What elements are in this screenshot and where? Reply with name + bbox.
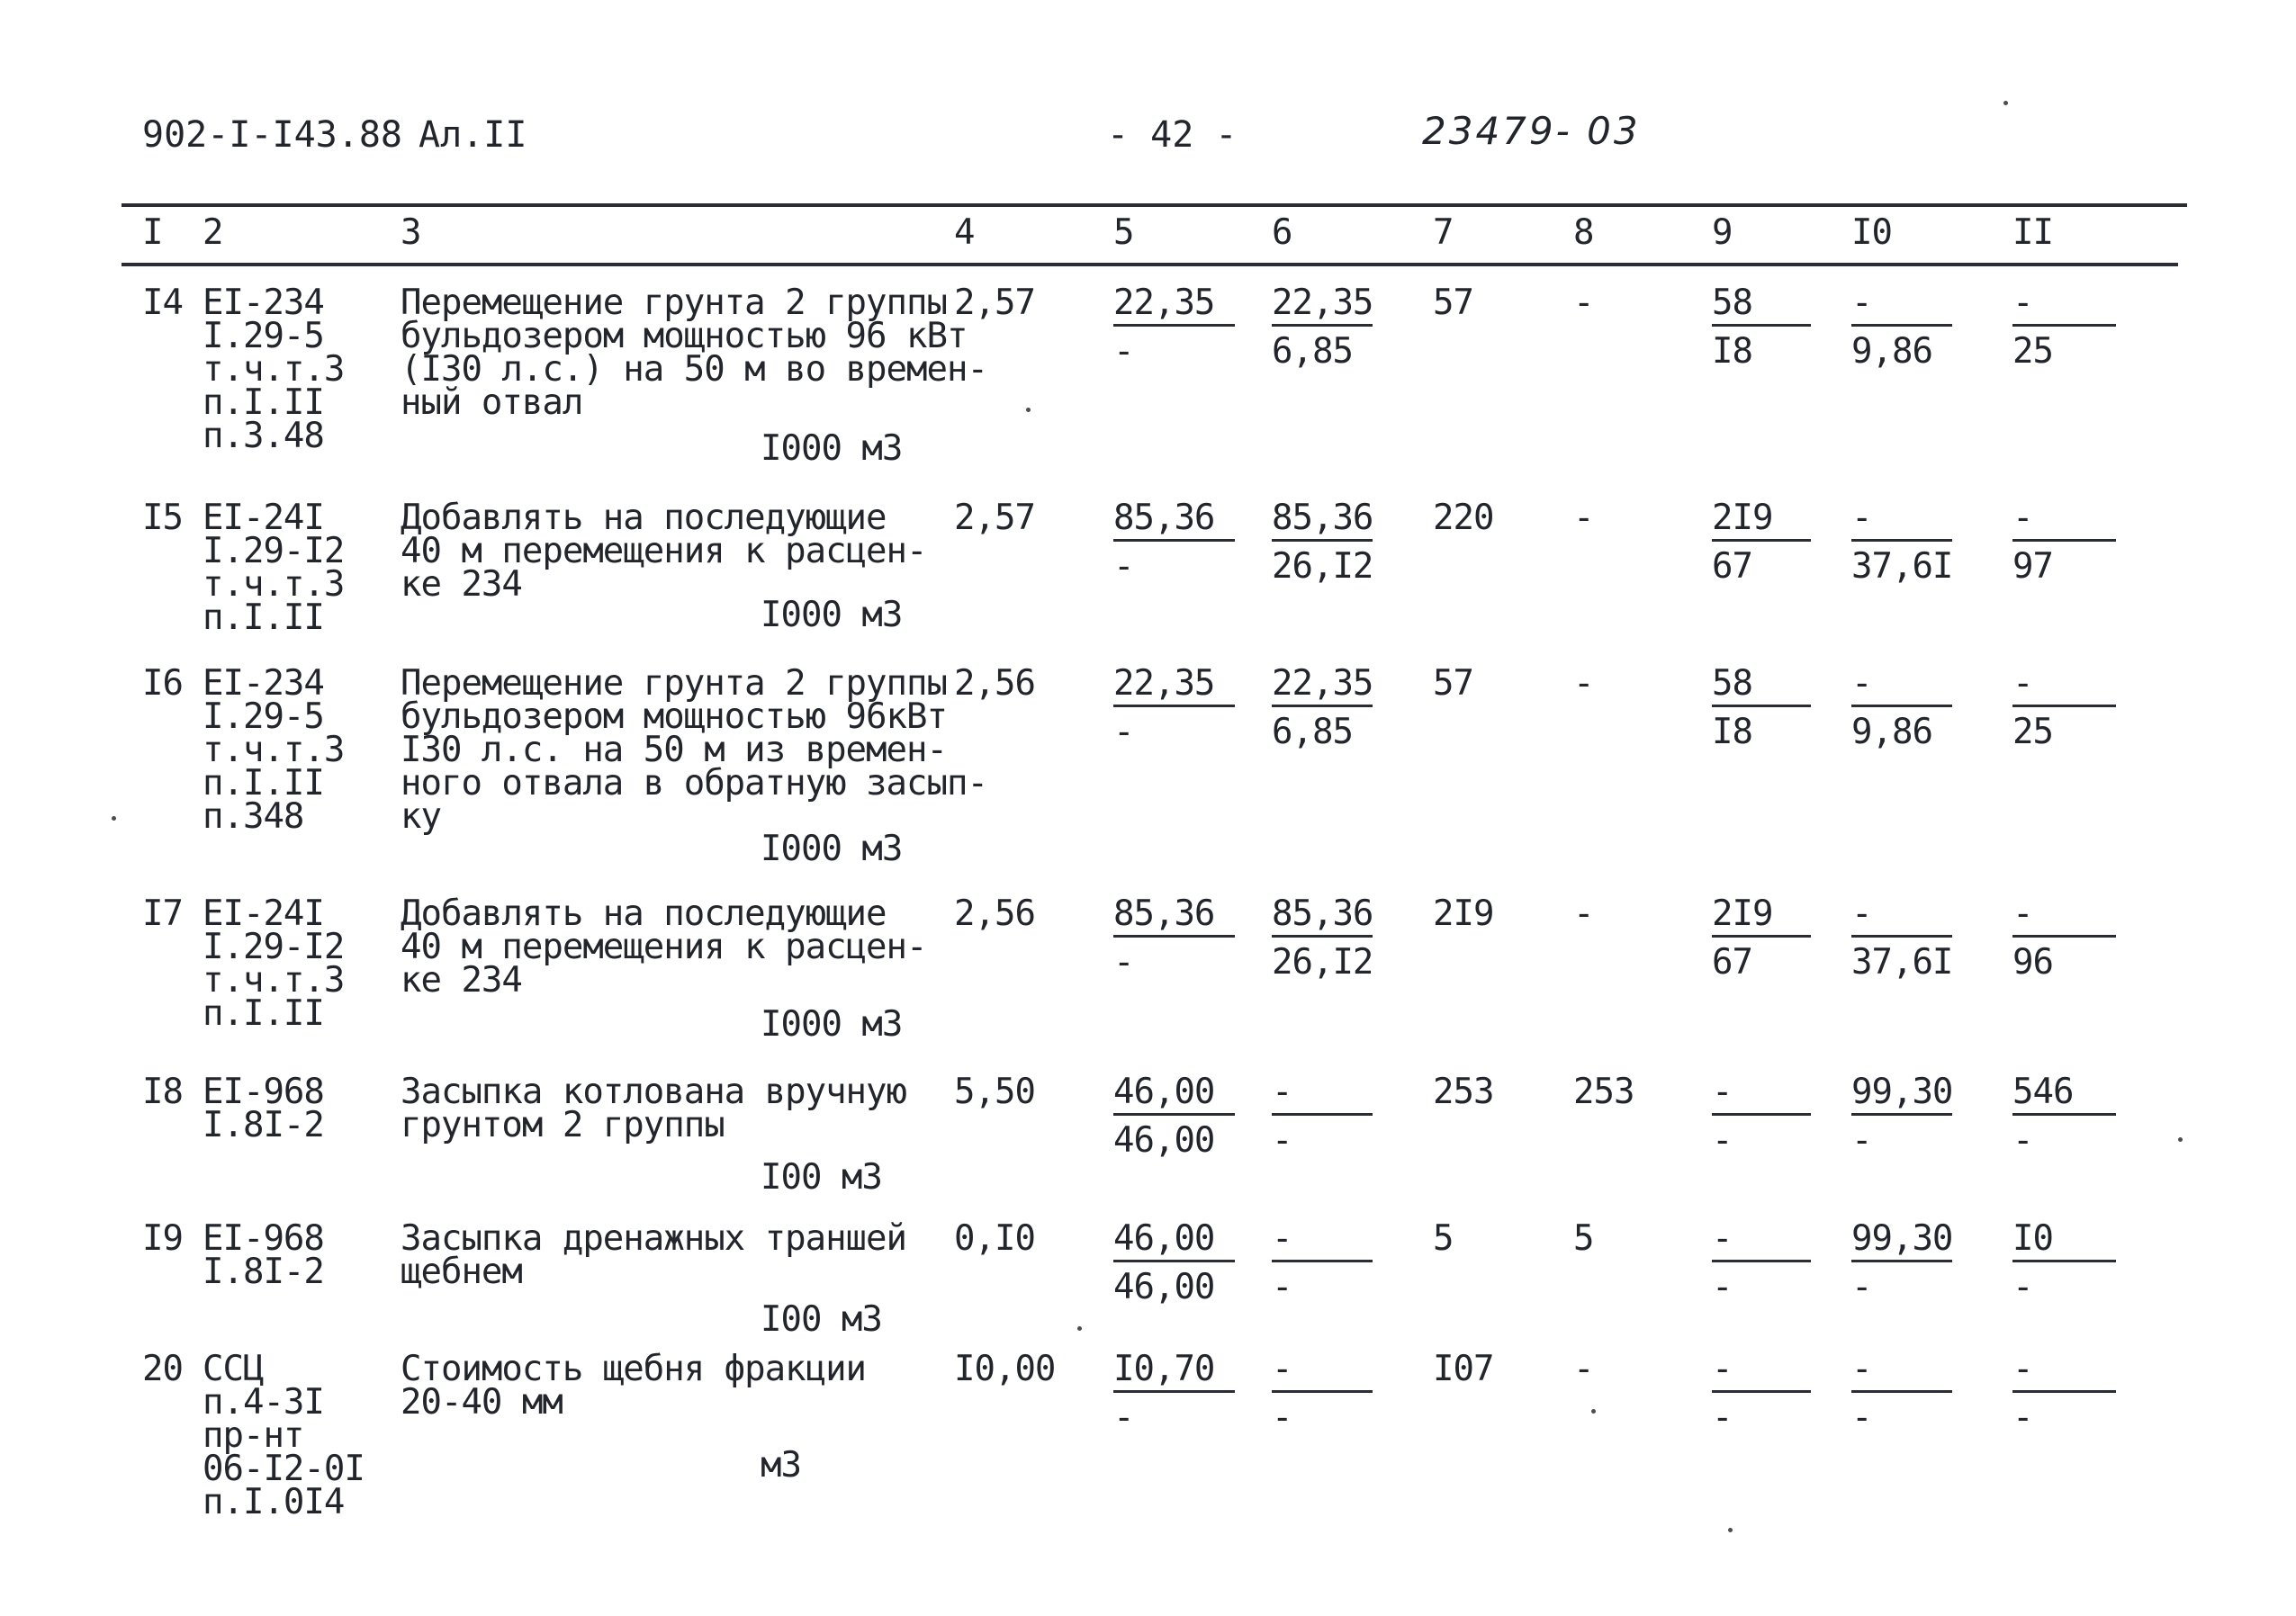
cost-c10-denominator: - <box>1851 1120 1872 1161</box>
work-description-line: 20-40 мм <box>401 1382 563 1423</box>
fraction-bar <box>1712 324 1811 327</box>
cost-c6-numerator: - <box>1272 1072 1292 1112</box>
cost-c11-denominator: 25 <box>2012 331 2053 372</box>
cost-c5-numerator: I0,70 <box>1113 1349 1215 1389</box>
cost-c9-denominator: 67 <box>1712 546 1752 587</box>
scan-speck <box>1728 1528 1733 1532</box>
work-description-line: I30 л.с. на 50 м из времен- <box>401 730 947 770</box>
document-code: 902-I-I43.88 <box>142 114 402 156</box>
unit-of-measure: I000 м3 <box>761 829 903 869</box>
column-header-1: I <box>142 212 163 253</box>
unit-of-measure: м3 <box>761 1445 801 1486</box>
work-description-line: Перемещение грунта 2 группы <box>401 283 947 323</box>
work-description-line: Добавлять на последующие <box>401 498 887 538</box>
fraction-bar <box>2012 324 2116 327</box>
rate-code-line: п.4-3I <box>203 1382 324 1423</box>
fraction-bar <box>2012 935 2116 938</box>
rate-code-line: т.ч.т.3 <box>203 349 345 390</box>
cost-c9-numerator: 58 <box>1712 283 1752 323</box>
fraction-bar <box>1712 935 1811 938</box>
cost-c11-numerator: - <box>2012 663 2033 704</box>
work-description-line: грунтом 2 группы <box>401 1105 725 1145</box>
fraction-bar <box>1113 1390 1235 1393</box>
work-description-line: ный отвал <box>401 382 583 423</box>
fraction-bar <box>1113 935 1235 938</box>
rate-code-line: т.ч.т.3 <box>203 730 345 770</box>
quantity: 2,57 <box>954 498 1035 538</box>
rate-code-line: EI-234 <box>203 663 324 704</box>
column-header-5: 5 <box>1113 212 1134 253</box>
wage-cost: - <box>1573 283 1594 323</box>
cost-c6-denominator: 6,85 <box>1272 712 1353 752</box>
wage-cost: 5 <box>1573 1218 1594 1259</box>
work-description-line: Перемещение грунта 2 группы <box>401 663 947 704</box>
work-description-line: (I30 л.с.) на 50 м во времен- <box>401 349 987 390</box>
cost-c5-denominator: - <box>1113 1397 1134 1438</box>
fraction-bar <box>1272 539 1373 542</box>
work-description-line: 40 м перемещения к расцен- <box>401 531 927 571</box>
fraction-bar <box>1712 705 1811 707</box>
rate-code-line: EI-968 <box>203 1072 324 1112</box>
fraction-bar <box>1851 1390 1952 1393</box>
table-top-rule <box>122 203 2187 207</box>
column-header-7: 7 <box>1433 212 1454 253</box>
total-cost: 2I9 <box>1433 893 1494 934</box>
work-description-line: бульдозером мощностью 96 кВт <box>401 316 968 356</box>
rate-code-line: ССЦ <box>203 1349 264 1389</box>
fraction-bar <box>1272 1260 1373 1262</box>
cost-c5-denominator: - <box>1113 546 1134 587</box>
rate-code-line: п.I.II <box>203 763 324 804</box>
cost-c5-denominator: 46,00 <box>1113 1120 1215 1161</box>
column-header-2: 2 <box>203 212 223 253</box>
scan-speck <box>112 816 116 821</box>
cost-c6-denominator: - <box>1272 1397 1292 1438</box>
cost-c6-denominator: 6,85 <box>1272 331 1353 372</box>
cost-c6-denominator: 26,I2 <box>1272 942 1373 983</box>
fraction-bar <box>1851 935 1952 938</box>
cost-c9-denominator: - <box>1712 1267 1733 1307</box>
fraction-bar <box>1272 324 1373 327</box>
cost-c6-numerator: 85,36 <box>1272 893 1373 934</box>
cost-c9-numerator: 2I9 <box>1712 893 1773 934</box>
rate-code-line: п.I.II <box>203 993 324 1034</box>
rate-code-line: EI-968 <box>203 1218 324 1259</box>
cost-c9-numerator: - <box>1712 1072 1733 1112</box>
fraction-bar <box>1113 705 1235 707</box>
fraction-bar <box>1851 539 1952 542</box>
fraction-bar <box>2012 1113 2116 1116</box>
column-header-6: 6 <box>1272 212 1292 253</box>
cost-c9-numerator: - <box>1712 1218 1733 1259</box>
fraction-bar <box>1712 1390 1811 1393</box>
cost-c11-denominator: 25 <box>2012 712 2053 752</box>
cost-c5-numerator: 22,35 <box>1113 663 1215 704</box>
quantity: 2,57 <box>954 283 1035 323</box>
cost-c6-denominator: - <box>1272 1267 1292 1307</box>
rate-code-line: EI-24I <box>203 893 324 934</box>
work-description-line: Засыпка дренажных траншей <box>401 1218 906 1259</box>
cost-c10-numerator: - <box>1851 893 1872 934</box>
cost-c11-denominator: 97 <box>2012 546 2053 587</box>
cost-c11-numerator: I0 <box>2012 1218 2053 1259</box>
row-number: I4 <box>142 283 183 323</box>
work-description-line: Стоимость щебня фракции <box>401 1349 867 1389</box>
cost-c11-denominator: 96 <box>2012 942 2053 983</box>
cost-c5-denominator: 46,00 <box>1113 1267 1215 1307</box>
cost-c5-denominator: - <box>1113 331 1134 372</box>
cost-c10-numerator: - <box>1851 1349 1872 1389</box>
work-description-line: ке 234 <box>401 564 522 605</box>
page-number: - 42 - <box>1107 114 1238 156</box>
fraction-bar <box>1712 539 1811 542</box>
cost-c9-denominator: - <box>1712 1120 1733 1161</box>
quantity: I0,00 <box>954 1349 1056 1389</box>
rate-code-line: I.8I-2 <box>203 1105 324 1145</box>
row-number: I9 <box>142 1218 183 1259</box>
column-header-3: 3 <box>401 212 421 253</box>
fraction-bar <box>1272 935 1373 938</box>
scan-speck <box>2178 1137 2183 1142</box>
scan-speck <box>2003 101 2008 105</box>
cost-c9-numerator: 2I9 <box>1712 498 1773 538</box>
fraction-bar <box>1113 1260 1235 1262</box>
wage-cost: 253 <box>1573 1072 1634 1112</box>
rate-code-line: EI-234 <box>203 283 324 323</box>
cost-c11-denominator: - <box>2012 1397 2033 1438</box>
cost-c11-numerator: - <box>2012 893 2033 934</box>
fraction-bar <box>1851 705 1952 707</box>
cost-c10-denominator: 9,86 <box>1851 712 1932 752</box>
work-description-line: Добавлять на последующие <box>401 893 887 934</box>
total-cost: 253 <box>1433 1072 1494 1112</box>
work-description-line: ку <box>401 796 441 837</box>
work-description-line: щебнем <box>401 1252 522 1292</box>
rate-code-line: п.I.II <box>203 597 324 638</box>
cost-c6-numerator: 85,36 <box>1272 498 1373 538</box>
fraction-bar <box>2012 705 2116 707</box>
cost-c11-numerator: - <box>2012 283 2033 323</box>
cost-c6-numerator: 22,35 <box>1272 283 1373 323</box>
cost-c9-denominator: I8 <box>1712 712 1752 752</box>
rate-code-line: п.3.48 <box>203 416 324 456</box>
cost-c11-denominator: - <box>2012 1120 2033 1161</box>
fraction-bar <box>1851 324 1952 327</box>
cost-c10-denominator: - <box>1851 1267 1872 1307</box>
rate-code-line: I.8I-2 <box>203 1252 324 1292</box>
fraction-bar <box>2012 1260 2116 1262</box>
row-number: I6 <box>142 663 183 704</box>
row-number: 20 <box>142 1349 183 1389</box>
wage-cost: - <box>1573 498 1594 538</box>
rate-code-line: п.I.0I4 <box>203 1482 345 1522</box>
unit-of-measure: I000 м3 <box>761 1004 903 1045</box>
rate-code-line: п.348 <box>203 796 304 837</box>
column-header-10: I0 <box>1851 212 1892 253</box>
rate-code-line: I.29-I2 <box>203 531 345 571</box>
cost-c10-denominator: - <box>1851 1397 1872 1438</box>
row-number: I5 <box>142 498 183 538</box>
rate-code-line: т.ч.т.3 <box>203 564 345 605</box>
cost-c10-denominator: 9,86 <box>1851 331 1932 372</box>
cost-c6-numerator: - <box>1272 1218 1292 1259</box>
rate-code-line: I.29-5 <box>203 316 324 356</box>
cost-c10-numerator: - <box>1851 498 1872 538</box>
unit-of-measure: I00 м3 <box>761 1157 882 1198</box>
rate-code-line: EI-24I <box>203 498 324 538</box>
cost-c5-numerator: 46,00 <box>1113 1072 1215 1112</box>
table-header-rule <box>122 263 2178 266</box>
total-cost: I07 <box>1433 1349 1494 1389</box>
cost-c6-numerator: 22,35 <box>1272 663 1373 704</box>
quantity: 2,56 <box>954 663 1035 704</box>
unit-of-measure: I000 м3 <box>761 595 903 635</box>
wage-cost: - <box>1573 1349 1594 1389</box>
work-description-line: 40 м перемещения к расцен- <box>401 927 927 967</box>
unit-of-measure: I00 м3 <box>761 1299 882 1340</box>
rate-code-line: т.ч.т.3 <box>203 960 345 1001</box>
cost-c5-numerator: 46,00 <box>1113 1218 1215 1259</box>
cost-c10-denominator: 37,6I <box>1851 942 1953 983</box>
row-number: I7 <box>142 893 183 934</box>
cost-c11-numerator: - <box>2012 498 2033 538</box>
cost-c9-denominator: I8 <box>1712 331 1752 372</box>
fraction-bar <box>1272 1390 1373 1393</box>
work-description-line: ного отвала в обратную засып- <box>401 763 987 804</box>
rate-code-line: I.29-5 <box>203 696 324 737</box>
quantity: 5,50 <box>954 1072 1035 1112</box>
cost-c11-numerator: - <box>2012 1349 2033 1389</box>
fraction-bar <box>1113 539 1235 542</box>
cost-c5-denominator: - <box>1113 942 1134 983</box>
column-header-8: 8 <box>1573 212 1594 253</box>
wage-cost: - <box>1573 663 1594 704</box>
rate-code-line: п.I.II <box>203 382 324 423</box>
fraction-bar <box>1113 1113 1235 1116</box>
fraction-bar <box>1113 324 1235 327</box>
quantity: 0,I0 <box>954 1218 1035 1259</box>
column-header-11: II <box>2012 212 2053 253</box>
handwritten-number: 23479- 03 <box>1422 109 1641 153</box>
cost-c11-denominator: - <box>2012 1267 2033 1307</box>
fraction-bar <box>1272 705 1373 707</box>
cost-c10-numerator: 99,30 <box>1851 1218 1953 1259</box>
album-label: Ал.II <box>419 114 527 156</box>
cost-c5-numerator: 22,35 <box>1113 283 1215 323</box>
work-description-line: бульдозером мощностью 96кВт <box>401 696 947 737</box>
cost-c6-numerator: - <box>1272 1349 1292 1389</box>
total-cost: 220 <box>1433 498 1494 538</box>
fraction-bar <box>1851 1260 1952 1262</box>
total-cost: 5 <box>1433 1218 1454 1259</box>
cost-c10-numerator: - <box>1851 663 1872 704</box>
fraction-bar <box>2012 539 2116 542</box>
rate-code-line: 06-I2-0I <box>203 1449 365 1489</box>
cost-c9-numerator: - <box>1712 1349 1733 1389</box>
cost-c10-numerator: - <box>1851 283 1872 323</box>
work-description-line: Засыпка котлована вручную <box>401 1072 906 1112</box>
quantity: 2,56 <box>954 893 1035 934</box>
cost-c6-denominator: - <box>1272 1120 1292 1161</box>
cost-c6-denominator: 26,I2 <box>1272 546 1373 587</box>
cost-c9-denominator: - <box>1712 1397 1733 1438</box>
fraction-bar <box>1851 1113 1952 1116</box>
fraction-bar <box>1272 1113 1373 1116</box>
cost-c5-numerator: 85,36 <box>1113 893 1215 934</box>
fraction-bar <box>2012 1390 2116 1393</box>
cost-c5-denominator: - <box>1113 712 1134 752</box>
column-header-9: 9 <box>1712 212 1733 253</box>
scan-speck <box>1077 1326 1082 1331</box>
row-number: I8 <box>142 1072 183 1112</box>
unit-of-measure: I000 м3 <box>761 428 903 469</box>
cost-c9-numerator: 58 <box>1712 663 1752 704</box>
fraction-bar <box>1712 1260 1811 1262</box>
cost-c10-denominator: 37,6I <box>1851 546 1953 587</box>
column-header-4: 4 <box>954 212 975 253</box>
fraction-bar <box>1712 1113 1811 1116</box>
scan-speck <box>1591 1409 1596 1414</box>
rate-code-line: пр-нт <box>203 1415 304 1456</box>
cost-c10-numerator: 99,30 <box>1851 1072 1953 1112</box>
cost-c11-numerator: 546 <box>2012 1072 2074 1112</box>
scan-speck <box>1026 408 1031 412</box>
work-description-line: ке 234 <box>401 960 522 1001</box>
total-cost: 57 <box>1433 663 1473 704</box>
cost-c9-denominator: 67 <box>1712 942 1752 983</box>
rate-code-line: I.29-I2 <box>203 927 345 967</box>
cost-c5-numerator: 85,36 <box>1113 498 1215 538</box>
total-cost: 57 <box>1433 283 1473 323</box>
wage-cost: - <box>1573 893 1594 934</box>
